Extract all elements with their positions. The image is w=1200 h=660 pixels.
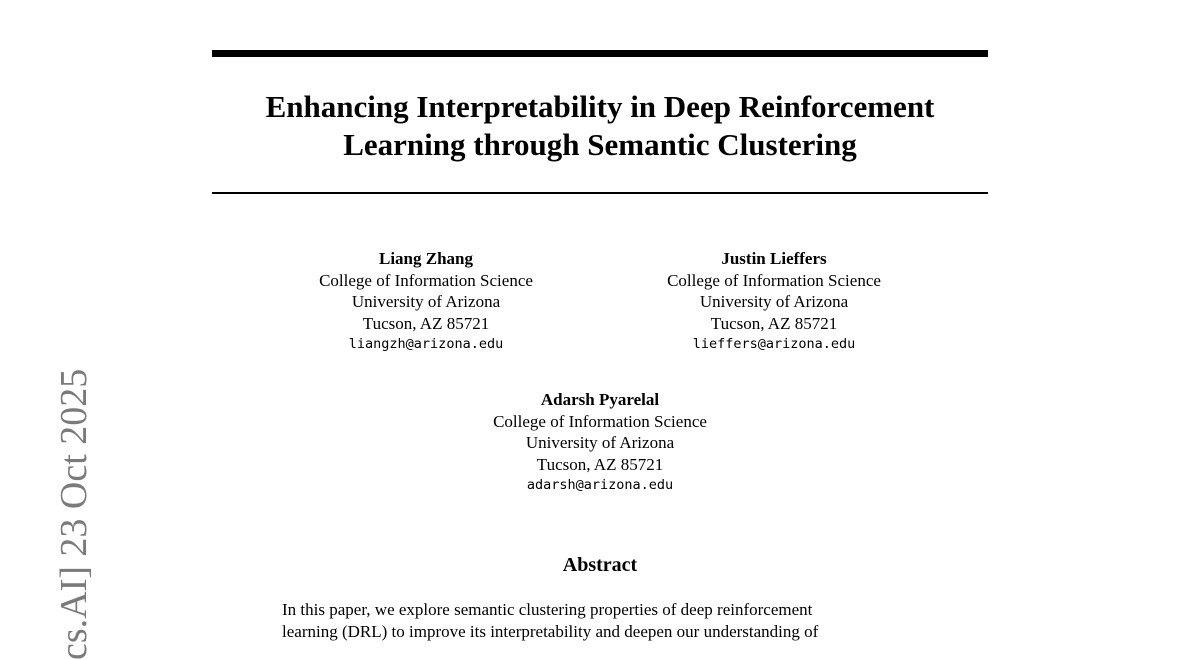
author-block: [440, 389, 760, 497]
author-location: Tucson, AZ 85721: [536, 454, 664, 474]
author-name: Liang Zhang: [378, 249, 473, 268]
arxiv-stamp-text: cs.AI] 23 Oct 2025: [53, 368, 95, 660]
author-name: Justin Lieffers: [721, 249, 827, 268]
abstract-line: In this paper, we explore semantic clustering properties of deep reinforcement: [282, 600, 813, 619]
author-name: Adarsh Pyarelal: [540, 390, 660, 409]
title-top-rule: [212, 50, 988, 57]
title-line-2: Learning through Semantic Clustering: [343, 127, 857, 162]
author-department: College of Information Science: [319, 270, 533, 290]
author-institution: University of Arizona: [351, 292, 501, 311]
author-location: Tucson, AZ 85721: [362, 313, 490, 333]
title-line-1: Enhancing Interpretability in Deep Reinforcement: [265, 89, 935, 124]
abstract-heading: Abstract: [562, 554, 638, 576]
author-location: Tucson, AZ 85721: [710, 313, 838, 333]
author-block: [614, 248, 934, 356]
author-institution: University of Arizona: [525, 433, 675, 452]
author-email[interactable]: liangzh@arizona.edu: [348, 336, 504, 352]
author-block: [266, 248, 586, 356]
author-email[interactable]: adarsh@arizona.edu: [526, 477, 674, 493]
paper-title: [212, 88, 988, 164]
title-bottom-rule: [212, 192, 988, 194]
arxiv-side-stamp: [0, 0, 95, 660]
author-department: College of Information Science: [667, 270, 881, 290]
author-department: College of Information Science: [493, 411, 707, 431]
abstract-line: learning (DRL) to improve its interpretability and deepen our understanding of: [282, 622, 819, 641]
author-email[interactable]: lieffers@arizona.edu: [692, 336, 856, 352]
abstract-body: [282, 599, 922, 643]
author-institution: University of Arizona: [699, 292, 849, 311]
